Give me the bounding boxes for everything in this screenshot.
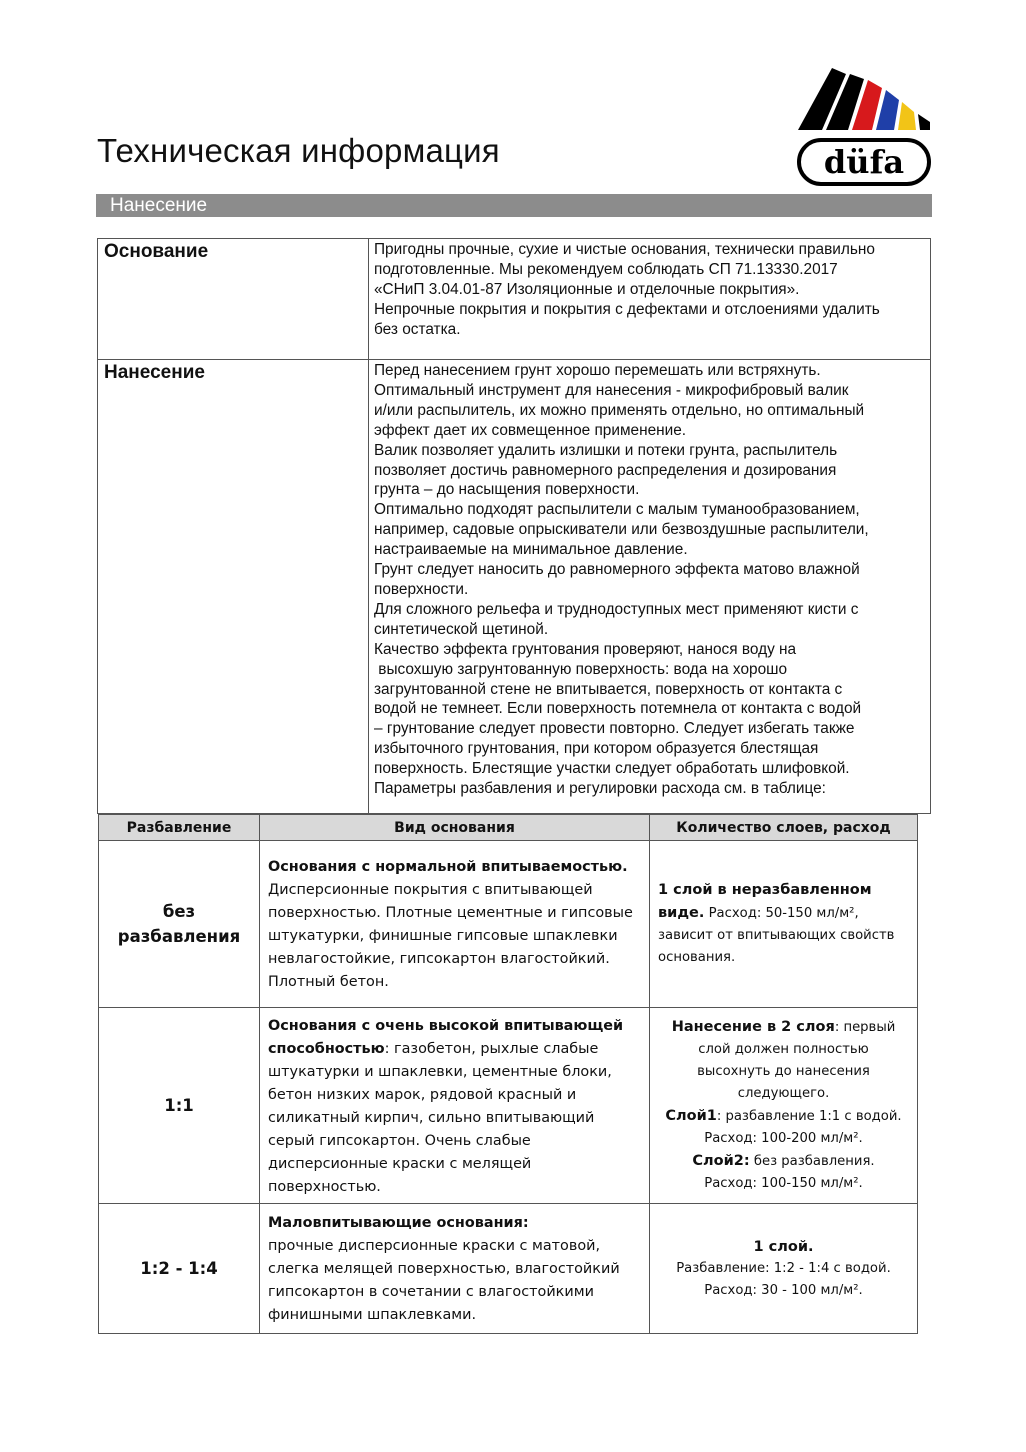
text-line: водой не темнеет. Если поверхность потемнела от контакта с водой — [374, 700, 862, 718]
ratio-value: без разбавления — [117, 902, 241, 946]
text-line: эффект дает их совмещенное применение. — [374, 421, 687, 439]
text-line: настраиваемые на минимальное давление. — [374, 541, 688, 559]
text-line: Параметры разбавления и регулировки расхода см. в таблице: — [374, 780, 826, 798]
text-line: Оптимальный инструмент для нанесения - микрофибровый валик — [374, 381, 849, 399]
dilution-row — [99, 1204, 918, 1334]
text-line: синтетической щетиной. — [374, 620, 549, 638]
substrate-description: прочные дисперсионные краски с матовой, слегка мелящей поверхностью, влагостойкий гипсокартон в сочетании с влагостойкими финишными шпаклевками. — [268, 1238, 620, 1323]
text-line: загрунтованной стене не впитывается, поверхность от контакта с — [374, 680, 843, 698]
substrate-description: Дисперсионные покрытия с впитывающей поверхностью. Плотные цементные и гипсовые штукатурки, финишные гипсовые шпаклевки невлагостойкие, гипсокартон влагостойкий. Плотный бетон. — [268, 882, 633, 990]
info-table — [97, 238, 931, 814]
info-label: Основание — [98, 239, 369, 360]
section-header-bar — [96, 194, 932, 217]
info-row-substrate — [98, 239, 931, 360]
consumption-title: 1 слой в неразбавленном виде. — [658, 882, 872, 921]
consumption-description: Разбавление: 1:2 - 1:4 с водой. — [676, 1260, 891, 1276]
text-line: избыточного грунтования, при котором образуется блестящая — [374, 740, 819, 758]
dilution-ratio — [99, 841, 260, 1008]
section-header-label: Нанесение — [110, 195, 208, 216]
text-line: поверхности. — [374, 580, 469, 598]
text-line: высохшую загрунтованную поверхность: вода на хорошо — [374, 660, 788, 678]
text-line: без остатка. — [374, 320, 461, 338]
consumption — [650, 1204, 918, 1334]
consumption-description: : первый слой должен полностью высохнуть до нанесения следующего. — [697, 1020, 896, 1101]
consumption — [650, 1008, 918, 1204]
column-header: Вид основания — [260, 815, 650, 841]
substrate-type — [260, 1204, 650, 1334]
text-line: например, садовые опрыскиватели или безвоздушные распылители, — [374, 521, 869, 539]
text-line: Пригодны прочные, сухие и чистые основания, технически правильно — [374, 241, 875, 258]
consumption-rate: Расход: 30 - 100 мл/м². — [704, 1282, 863, 1298]
text-line: Качество эффекта грунтования проверяют, нанося воду на — [374, 640, 797, 658]
dilution-table — [98, 814, 918, 1334]
text-line: Валик позволяет удалить излишки и потеки грунта, распылитель — [374, 441, 838, 459]
text-line: грунта – до насыщения поверхности. — [374, 481, 640, 499]
substrate-description: : газобетон, рыхлые слабые штукатурки и шпаклевки, цементные блоки, бетон низких марок, рядовой красный и силикатный кирпич, сильно впитывающий серый гипсокартон. Очень слабые дисперсионные краски с мелящей поверхностью. — [268, 1040, 612, 1195]
text-line: Для сложного рельефа и труднодоступных мест применяют кисти с — [374, 600, 859, 618]
logo-fan-icon — [798, 68, 930, 130]
brand-wordmark: düfa — [823, 143, 905, 181]
substrate-title: Маловпитывающие основания: — [268, 1215, 529, 1231]
consumption-title: 1 слой. — [753, 1238, 814, 1255]
text-line: Перед нанесением грунт хорошо перемешать или встряхнуть. — [374, 362, 821, 379]
text-line: Грунт следует наносить до равномерного эффекта матово влажной — [374, 561, 860, 579]
substrate-title: Основания с нормальной впитываемостью. — [268, 859, 628, 875]
substrate-type — [260, 841, 650, 1008]
info-row-application — [98, 360, 931, 814]
layer2-label: Слой2: — [692, 1153, 750, 1169]
text-line: Оптимально подходят распылители с малым туманообразованием, — [374, 501, 860, 519]
dufa-logo — [796, 60, 932, 190]
dilution-ratio: 1:1 — [99, 1008, 260, 1204]
layer2-rate: Расход: 100-150 мл/м². — [704, 1176, 863, 1191]
dilution-ratio: 1:2 - 1:4 — [99, 1204, 260, 1334]
layer2-text: без разбавления. — [749, 1154, 875, 1169]
text-line: поверхность. Блестящие участки следует обработать шлифовкой. — [374, 760, 850, 778]
text-line: позволяет достичь равномерного распределения и дозирования — [374, 461, 837, 479]
dilution-row — [99, 1008, 918, 1204]
layer1-rate: Расход: 100-200 мл/м². — [704, 1131, 863, 1146]
layer1-label: Слой1 — [665, 1108, 717, 1124]
info-label: Нанесение — [98, 360, 369, 814]
column-header: Разбавление — [99, 815, 260, 841]
dilution-row — [99, 841, 918, 1008]
text-line: Непрочные покрытия и покрытия с дефектами и отслоениями удалить — [374, 300, 880, 318]
text-line: – грунтование следует провести повторно. Следует избегать также — [374, 720, 855, 738]
consumption — [650, 841, 918, 1008]
text-line: подготовленные. Мы рекомендуем соблюдать СП 71.13330.2017 — [374, 260, 838, 278]
substrate-type — [260, 1008, 650, 1204]
consumption-description: Расход: 50-150 мл/м², зависит от впитывающих свойств основания. — [658, 906, 895, 965]
dilution-table-header — [99, 815, 918, 841]
info-text — [369, 239, 931, 360]
layer1-text: : разбавление 1:1 с водой. — [716, 1109, 902, 1124]
text-line: «СНиП 3.04.01-87 Изоляционные и отделочные покрытия». — [374, 280, 800, 298]
column-header: Количество слоев, расход — [650, 815, 918, 841]
substrate-title: Основания с очень высокой впитывающей способностью — [268, 1017, 624, 1057]
consumption-title: Нанесение в 2 слоя — [671, 1019, 835, 1035]
page-title: Техническая информация — [97, 132, 500, 169]
info-text — [369, 360, 931, 814]
text-line: и/или распылитель, их можно применять отдельно, но оптимальный — [374, 401, 865, 419]
